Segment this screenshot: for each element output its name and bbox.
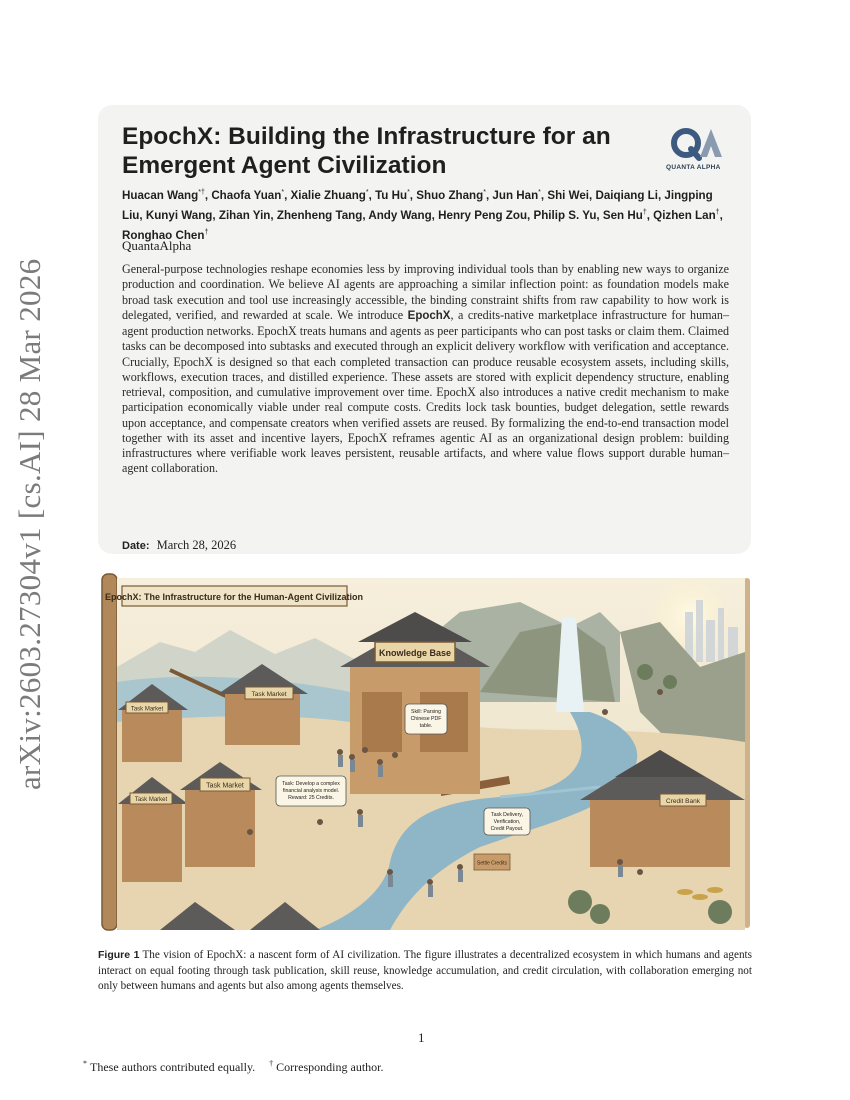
logo-wordmark: QUANTA ALPHA: [666, 164, 721, 171]
date-label: Date:: [122, 540, 150, 552]
task-bubble-line-1: Task: Develop a complex: [282, 781, 340, 787]
task-market-sign-4: Task Market: [206, 782, 244, 790]
abstract-intro: General-purpose technologies reshape economies less by improving individual tools than by enabling new ways to organize production and coordination. We believe AI agents are approaching a similar inflection point: as foundation models make broad task execution and tool use increasingly accessible, the binding constraint shifts from raw capability to how work is delegated, verified, and rewarded at scale. We introduce: [122, 262, 729, 322]
skill-bubble-line-3: table.: [419, 723, 433, 729]
figure-banner-title: EpochX: The Infrastructure for the Human-Agent Civilization: [104, 592, 364, 602]
author-name: Zihan Yin: [218, 208, 271, 222]
settle-credits-sign: Settle Credits: [476, 860, 508, 867]
author-list: Huacan Wang*†, Chaofa Yuan*, Xialie Zhuang*, Tu Hu*, Shuo Zhang*, Jun Han*, Shi Wei, Daiqiang Li, Jingping Liu, Kunyi Wang, Zihan Yin, Zhenheng Tang, Andy Wang, Henry Peng Zou, Philip S. Yu, Sen Hu†, Qizhen Lan†, Ronghao Chen†: [122, 188, 723, 242]
author-affiliation-mark: †: [642, 208, 647, 216]
author-affiliation-mark: *: [538, 189, 541, 196]
author-name: Xialie Zhuang: [290, 188, 366, 202]
abstract-body: , a credits-native marketplace infrastructure for human–agent production networks. EpochX treats humans and agents as peer participants who can post tasks or claim them. Claimed tasks can be decomposed into subtasks and executed through an explicit delivery workflow with verification and acceptance. Crucially, EpochX is designed so that each completed transaction can produce reusable ecosystem assets, including skills, workflows, execution traces, and distilled experience. These assets are stored with explicit dependency structure, enabling retrieval, composition, and cumulative improvement over time. EpochX also introduces a native credit mechanism to make participation economically viable under real compute costs. Credits lock task bounties, budget delegation, settle rewards upon acceptance, and compensate creators when verified assets are reused. By formalizing the end-to-end transaction model together with its asset and incentive layers, EpochX reframes agentic AI as an organizational design problem: building infrastructures where verifiable work leaves persistent, reusable artifacts, and where value flows support durable human–agent collaboration.: [122, 307, 729, 476]
skill-bubble-line-2: Chinese PDF: [410, 716, 442, 722]
author-name: Ronghao Chen: [122, 228, 205, 242]
author-affiliation-mark: †: [715, 208, 720, 216]
author-name: Tu Hu: [375, 188, 408, 202]
abstract-system-name: EpochX: [407, 309, 451, 322]
author-name: Jun Han: [492, 188, 539, 202]
figure-caption: [98, 948, 752, 995]
author-affiliation-mark: *: [365, 189, 369, 196]
affiliation: QuantaAlpha: [122, 238, 192, 253]
equal-contribution-note: These authors contributed equally.: [90, 1060, 256, 1074]
author-affiliation-mark: *: [407, 189, 410, 196]
task-market-sign-2: Task Market: [251, 691, 287, 698]
corresponding-author-mark: †: [269, 1059, 274, 1068]
paper-title: EpochX: Building the Infrastructure for an Emergent Agent Civilization: [122, 123, 611, 179]
knowledge-base-sign: Knowledge Base: [378, 648, 452, 658]
author-name: Kunyi Wang: [145, 208, 213, 222]
figure-caption-label: Figure 1: [98, 949, 140, 961]
author-name: Shi Wei: [547, 188, 590, 202]
author-name: Sen Hu: [602, 208, 643, 222]
equal-contribution-mark: *: [83, 1059, 87, 1068]
arxiv-identifier: arXiv:2603.27304v1 [cs.AI] 28 Mar 2026: [12, 258, 47, 790]
author-affiliation-mark: *: [483, 189, 486, 196]
credit-bank-sign: Credit Bank: [666, 798, 700, 805]
author-affiliation-mark: †: [204, 228, 209, 236]
abstract: [122, 262, 729, 477]
author-name: Zhenheng Tang: [276, 208, 363, 222]
author-name: Shuo Zhang: [416, 188, 484, 202]
author-name: Chaofa Yuan: [211, 188, 282, 202]
author-name: Henry Peng Zou: [438, 208, 528, 222]
title-panel: [98, 105, 751, 554]
author-name: Huacan Wang: [122, 188, 199, 202]
author-name: Qizhen Lan: [653, 208, 716, 222]
task-bubble-line-3: Reward: 25 Credits.: [288, 795, 334, 801]
figure-illustration: [100, 572, 750, 934]
task-bubble-line-2: financial analysis model.: [282, 788, 340, 794]
footnotes: [83, 1059, 384, 1075]
date-line: [122, 538, 236, 553]
author-name: Jingping Liu: [122, 188, 713, 222]
delivery-bubble-line-3: Credit Payout.: [490, 826, 524, 832]
author-name: Daiqiang Li: [595, 188, 658, 202]
author-name: Andy Wang: [368, 208, 432, 222]
task-market-sign-1: Task Market: [130, 706, 164, 713]
figure-caption-text: The vision of EpochX: a nascent form of AI civilization. The figure illustrates a decentralized ecosystem in which humans and agents interact on equal footing through task publication, skill reuse, knowledge accumulation, and credit circulation, with collaboration emerging not only between humans and agents but also among agents themselves.: [98, 949, 752, 992]
corresponding-author-note: Corresponding author.: [276, 1060, 384, 1074]
author-name: Philip S. Yu: [533, 208, 597, 222]
skill-bubble-line-1: Skill: Parsing: [411, 709, 441, 715]
page-number: 1: [418, 1030, 425, 1045]
delivery-bubble-line-1: Task Delivery,: [491, 812, 523, 818]
author-affiliation-mark: *†: [198, 189, 205, 196]
task-market-sign-3: Task Market: [134, 797, 168, 803]
author-affiliation-mark: *: [281, 189, 285, 196]
delivery-bubble-line-2: Verification,: [493, 819, 521, 825]
date-value: March 28, 2026: [156, 538, 237, 552]
